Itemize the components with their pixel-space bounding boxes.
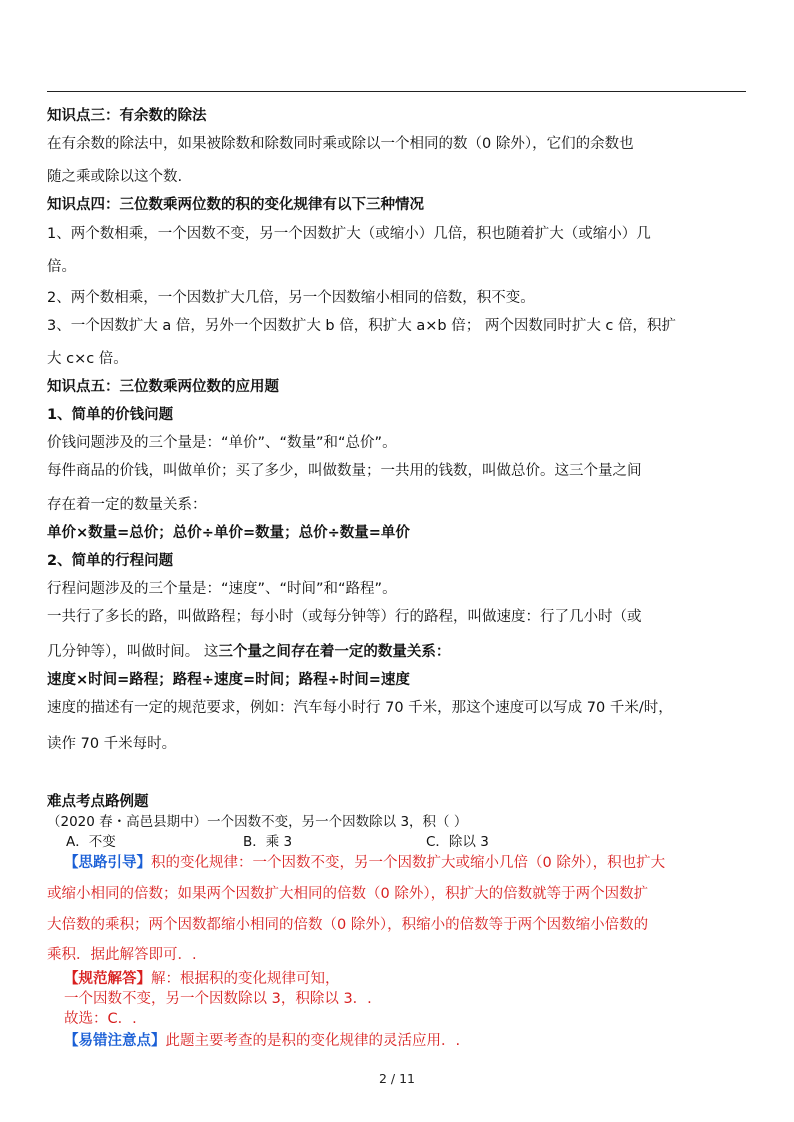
paragraph-line: 每件商品的价钱，叫做单价；买了多少，叫做数量；一共用的钱数，叫做总价。这三个量之间 [47,463,642,479]
hint-label: 【思路引导】 [64,855,151,871]
option-b: B．乘 3 [243,834,293,850]
rule-3-line: 大 c×c 倍。 [47,351,128,367]
header-rule [47,91,746,92]
paragraph-line: 读作 70 千米每时。 [47,736,177,752]
answer-label: 【规范解答】 [64,971,151,987]
hint-line [47,853,752,873]
formula-price: 单价×数量=总价；总价÷单价=数量；总价÷数量=单价 [47,525,410,541]
note-line [47,1031,752,1051]
paragraph-line: 一共行了多长的路，叫做路程；每小时（或每分钟等）行的路程，叫做速度：行了几小时（或 [47,609,642,625]
paragraph-line: 随之乘或除以这个数. [47,169,183,185]
example-heading: 难点考点路例题 [47,794,149,810]
rule-1-line: 1、两个数相乘，一个因数不变，另一个因数扩大（或缩小）几倍，积也随着扩大（或缩小）几 [47,226,651,242]
note-text: 此题主要考查的是积的变化规律的灵活应用．. [165,1033,461,1049]
paragraph-line: 在有余数的除法中，如果被除数和除数同时乘或除以一个相同的数（0 除外），它们的余数也 [47,136,634,152]
section-title-kp5: 知识点五：三位数乘两位数的应用题 [47,379,279,395]
option-c: C．除以 3 [426,834,489,850]
hint-line: 大倍数的乘积；两个因数都缩小相同的倍数（0 除外），积缩小的倍数等于两个因数缩小倍数的 [47,917,649,933]
example-question: （2020 春・高邑县期中）一个因数不变，另一个因数除以 3，积（ ） [47,814,468,830]
section-title-kp3: 知识点三：有余数的除法 [47,108,207,124]
rule-1-line: 倍。 [47,259,76,275]
hint-line: 或缩小相同的倍数；如果两个因数扩大相同的倍数（0 除外），积扩大的倍数就等于两个因数扩 [47,886,649,902]
answer-text: 解：根据积的变化规律可知， [151,971,340,987]
paragraph-line: 行程问题涉及的三个量是：“速度”、“时间”和“路程”。 [47,581,397,597]
formula-travel: 速度×时间=路程；路程÷速度=时间；路程÷时间=速度 [47,672,410,688]
paragraph-text: 几分钟等），叫做时间。 这 [47,644,219,660]
answer-line: 故选：C．. [64,1011,137,1027]
subsection-title-price: 1、简单的价钱问题 [47,407,174,423]
note-label: 【易错注意点】 [64,1033,166,1049]
paragraph-line: 价钱问题涉及的三个量是：“单价”、“数量”和“总价”。 [47,435,397,451]
hint-text: 积的变化规律：一个因数不变，另一个因数扩大或缩小几倍（0 除外），积也扩大 [151,855,666,871]
answer-line [47,969,752,989]
paragraph-line: 存在着一定的数量关系： [47,497,207,513]
option-a: A．不变 [66,834,116,850]
page-number: 2 / 11 [378,1071,416,1086]
hint-line: 乘积．据此解答即可．. [47,947,197,963]
answer-line: 一个因数不变，另一个因数除以 3，积除以 3．. [64,991,372,1007]
emphasis-text: 三个量之间存在着一定的数量关系： [218,644,451,660]
rule-3-line: 3、一个因数扩大 a 倍，另外一个因数扩大 b 倍，积扩大 a×b 倍； 两个因数同时扩大 c 倍，积扩 [47,318,677,334]
paragraph-line: 速度的描述有一定的规范要求，例如：汽车每小时行 70 千米，那这个速度可以写成 70 千米/时， [47,700,673,716]
rule-2-line: 2、两个数相乘，一个因数扩大几倍，另一个因数缩小相同的倍数，积不变。 [47,290,535,306]
section-title-kp4: 知识点四：三位数乘两位数的积的变化规律有以下三种情况 [47,197,424,213]
paragraph-line [47,642,752,662]
subsection-title-travel: 2、简单的行程问题 [47,553,174,569]
